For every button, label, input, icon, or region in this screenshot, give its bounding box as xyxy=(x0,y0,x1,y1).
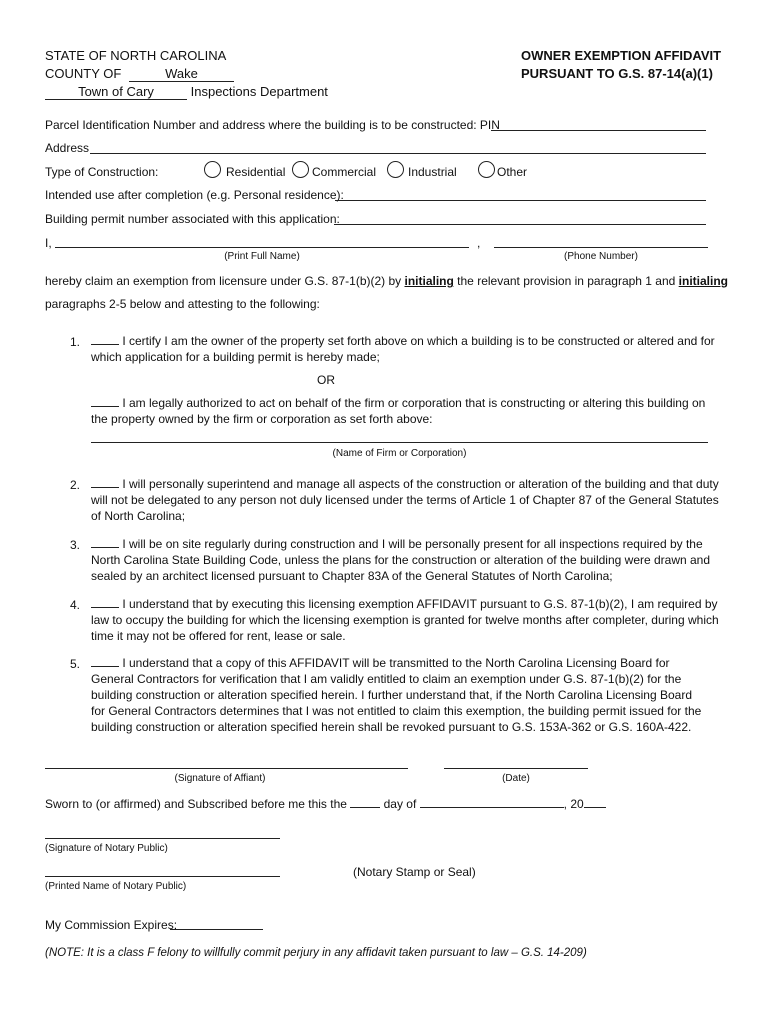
item-4-text xyxy=(91,596,727,644)
sworn-year-label: , 20 xyxy=(563,797,584,811)
parcel-label: Parcel Identification Number and address where the building is to be constructed: PIN xyxy=(45,118,500,132)
item-5-number: 5. xyxy=(70,657,81,671)
notary-stamp-label: (Notary Stamp or Seal) xyxy=(353,865,476,879)
radio-other[interactable] xyxy=(478,161,495,178)
or-separator: OR xyxy=(317,373,335,387)
notary-name-caption: (Printed Name of Notary Public) xyxy=(45,881,187,892)
permit-label: Building permit number associated with this application: xyxy=(45,212,340,226)
sworn-month-field[interactable] xyxy=(420,796,564,808)
item-2-number: 2. xyxy=(70,478,81,492)
item-3-number: 3. xyxy=(70,538,81,552)
phone-field[interactable] xyxy=(494,247,708,248)
item-5-statement: I understand that a copy of this AFFIDAVIT will be transmitted to the North Carolina Licensing Board for General Contractors for verification that I am validly entitled to claim an exemption under G.S. 87-1(b)(2) for the building construction or alteration specified herein. I further understand that, if the North Carolina Licensing Board for General Contractors determines that I was not entitled to claim this exemption, the building permit issued for the building construction or alteration specified herein shall be revoked pursuant to G.S. 153A-362 or G.S. 160A-422. xyxy=(91,656,702,734)
notary-name-field[interactable] xyxy=(45,876,280,877)
sworn-line xyxy=(45,796,606,811)
item-1a-text xyxy=(91,333,721,365)
notary-signature-field[interactable] xyxy=(45,838,280,839)
item-2-statement: I will personally superintend and manage all aspects of the construction or alteration of the building and that duty will not be delegated to any person not duly licensed under the terms of Article 1 of Chapter 87 of the General Statutes of North Carolina; xyxy=(91,477,719,523)
address-field[interactable] xyxy=(90,153,706,154)
sworn-day-label: day of xyxy=(383,797,417,811)
commission-label: My Commission Expires: xyxy=(45,918,178,932)
county-line xyxy=(45,66,234,82)
sworn-year-field[interactable] xyxy=(584,796,606,808)
item-4-number: 4. xyxy=(70,598,81,612)
radio-industrial[interactable] xyxy=(387,161,404,178)
county-field[interactable] xyxy=(129,66,234,82)
date-caption: (Date) xyxy=(502,773,530,784)
intended-use-label: Intended use after completion (e.g. Personal residence): xyxy=(45,188,344,202)
item-3-initial-field[interactable] xyxy=(91,536,119,548)
item-4-statement: I understand that by executing this licensing exemption AFFIDAVIT pursuant to G.S. 87-1(b)(2), I am required by law to occupy the building for which the licensing exemption is granted for twelve months after completer, during which time it may not be offered for rent, lease or sale. xyxy=(91,597,719,643)
sworn-text: Sworn to (or affirmed) and Subscribed before me this the xyxy=(45,797,347,811)
option-other: Other xyxy=(497,165,528,179)
phone-caption: (Phone Number) xyxy=(564,251,638,262)
permit-number-field[interactable] xyxy=(334,224,706,225)
comma-separator: , xyxy=(477,236,481,250)
item-5-text xyxy=(91,655,703,735)
date-field[interactable] xyxy=(444,768,588,769)
item-2-text xyxy=(91,476,727,524)
item-1-number: 1. xyxy=(70,335,81,349)
state-heading: STATE OF NORTH CAROLINA xyxy=(45,48,227,63)
county-value: Wake xyxy=(165,66,198,81)
item-5-initial-field[interactable] xyxy=(91,655,119,667)
radio-residential[interactable] xyxy=(204,161,221,178)
town-value: Town of Cary xyxy=(78,84,154,99)
intended-use-field[interactable] xyxy=(335,200,706,201)
item-1a-statement: I certify I am the owner of the property set forth above on which a building is to be constructed or altered and for which application for a building permit is hereby made; xyxy=(91,334,715,364)
option-residential: Residential xyxy=(226,165,286,179)
full-name-field[interactable] xyxy=(55,247,469,248)
intro-line2: paragraphs 2-5 below and attesting to the following: xyxy=(45,297,320,311)
item-4-initial-field[interactable] xyxy=(91,596,119,608)
item-1b-text xyxy=(91,395,721,427)
option-commercial: Commercial xyxy=(312,165,377,179)
intro-text-2: the relevant provision in paragraph 1 and xyxy=(453,274,679,288)
intro-text-1: hereby claim an exemption from licensure under G.S. 87-1(b)(2) by xyxy=(45,274,405,288)
intro-initialing-1: initialing xyxy=(404,274,454,288)
county-label: COUNTY OF xyxy=(45,66,122,81)
affiant-caption: (Signature of Affiant) xyxy=(174,773,266,784)
sworn-day-field[interactable] xyxy=(350,796,380,808)
option-industrial: Industrial xyxy=(408,165,457,179)
pin-field[interactable] xyxy=(491,130,706,131)
item-1b-initial-field[interactable] xyxy=(91,395,119,407)
town-field[interactable] xyxy=(45,84,187,100)
notary-signature-caption: (Signature of Notary Public) xyxy=(45,843,168,854)
firm-caption: (Name of Firm or Corporation) xyxy=(332,448,467,459)
commission-expires-field[interactable] xyxy=(170,929,263,930)
print-name-caption: (Print Full Name) xyxy=(224,251,300,262)
intro-initialing-2: initialing xyxy=(678,274,728,288)
form-title-line2: PURSUANT TO G.S. 87-14(a)(1) xyxy=(521,66,713,81)
form-title-line1: OWNER EXEMPTION AFFIDAVIT xyxy=(521,48,722,63)
item-1b-statement: I am legally authorized to act on behalf of the firm or corporation that is constructing or altering this building on the property owned by the firm or corporation as set forth above: xyxy=(91,396,706,426)
item-1a-initial-field[interactable] xyxy=(91,333,119,345)
item-2-initial-field[interactable] xyxy=(91,476,119,488)
construction-label: Type of Construction: xyxy=(45,165,159,179)
i-label: I, xyxy=(45,236,52,250)
affiant-signature-field[interactable] xyxy=(45,768,408,769)
item-3-text xyxy=(91,536,727,584)
department-label: Inspections Department xyxy=(190,84,328,99)
address-label: Address xyxy=(45,141,90,155)
firm-name-field[interactable] xyxy=(91,442,708,443)
radio-commercial[interactable] xyxy=(292,161,309,178)
item-3-statement: I will be on site regularly during construction and I will be personally present for all inspections required by the North Carolina State Building Code, unless the plans for the construction or alteration of the building were drawn and sealed by an architect licensed pursuant to Chapter 83A of the General Statutes of North Carolina; xyxy=(91,537,711,583)
town-line xyxy=(45,84,328,100)
intro-line1 xyxy=(45,274,728,288)
perjury-note: (NOTE: It is a class F felony to willfully commit perjury in any affidavit taken pursuant to law – G.S. 14-209) xyxy=(45,947,587,959)
